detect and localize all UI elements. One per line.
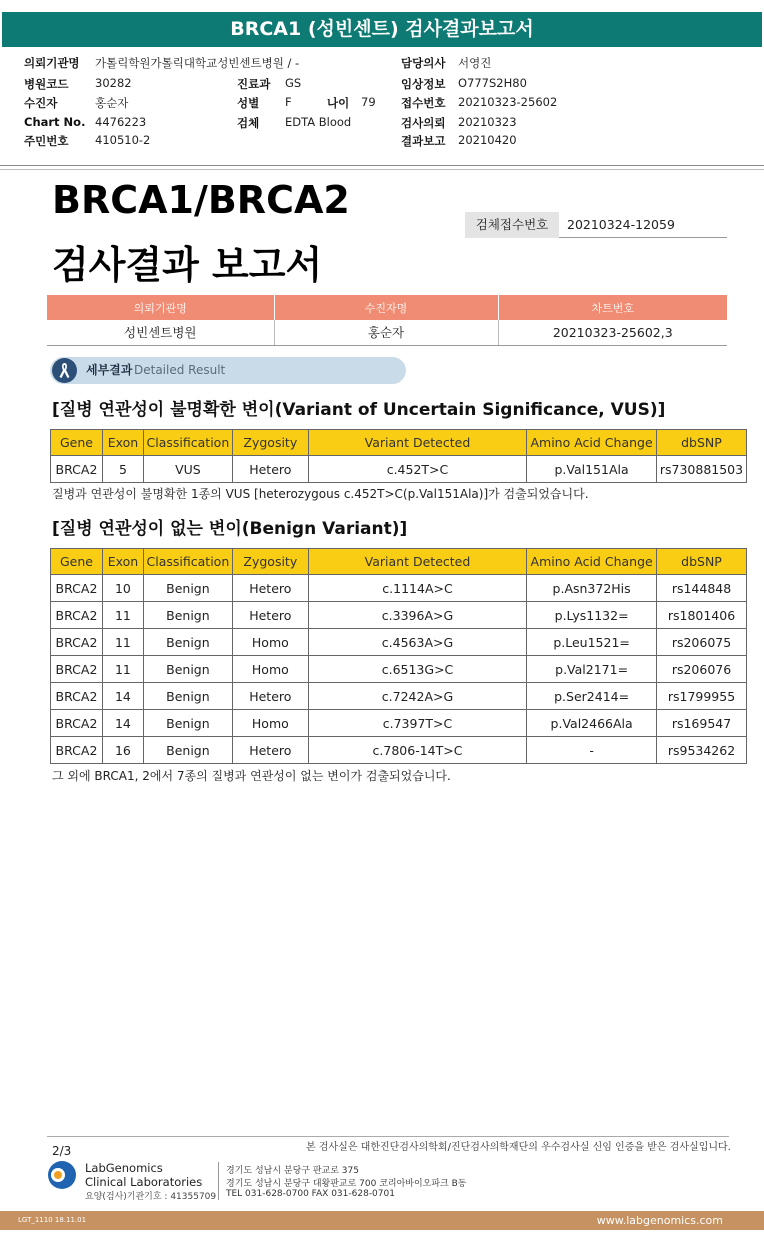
table-cell: BRCA2 bbox=[51, 737, 103, 764]
specimen-receipt bbox=[465, 212, 727, 238]
table-cell: rs730881503 bbox=[656, 456, 746, 483]
detailed-result-en: Detailed Result bbox=[134, 363, 226, 377]
table-cell: 11 bbox=[102, 656, 143, 683]
hospital-code-label: 병원코드 bbox=[24, 77, 69, 91]
phone-fax: TEL 031-628-0700 FAX 031-628-0701 bbox=[226, 1189, 395, 1199]
table-cell: 14 bbox=[102, 710, 143, 737]
department-label: 진료과 bbox=[237, 77, 271, 91]
table-cell: rs9534262 bbox=[657, 737, 747, 764]
table-cell: Benign bbox=[143, 602, 232, 629]
institution-code: 요양(검사)기관기호 : 41355709 bbox=[85, 1192, 217, 1202]
table-row bbox=[51, 656, 747, 683]
request-label: 검사의뢰 bbox=[401, 116, 446, 130]
benign-table bbox=[50, 548, 747, 764]
report-date-label: 결과보고 bbox=[401, 134, 446, 148]
table-cell: 16 bbox=[102, 737, 143, 764]
table-cell: rs1799955 bbox=[657, 683, 747, 710]
table-cell: BRCA2 bbox=[51, 629, 103, 656]
accreditation-note: 본 검사실은 대한진단검사의학회/진단검사의학재단의 우수검사실 신임 인증을 받은 검사실입니다. bbox=[306, 1142, 731, 1153]
table-cell: BRCA2 bbox=[51, 602, 103, 629]
table-cell: Hetero bbox=[232, 602, 308, 629]
table-cell: c.452T>C bbox=[308, 456, 526, 483]
table-cell: c.6513G>C bbox=[308, 656, 526, 683]
clinical-label: 임상정보 bbox=[401, 77, 446, 91]
column-header: Amino Acid Change bbox=[527, 430, 657, 456]
table-cell: rs144848 bbox=[657, 575, 747, 602]
age-label: 나이 bbox=[327, 96, 350, 110]
table-cell: BRCA2 bbox=[51, 456, 103, 483]
table-cell: p.Lys1132= bbox=[527, 602, 657, 629]
detailed-result-ko: 세부결과 bbox=[86, 363, 133, 377]
table-cell: c.7397T>C bbox=[308, 710, 526, 737]
column-header: Variant Detected bbox=[308, 549, 526, 575]
patient-summary-table bbox=[47, 295, 727, 346]
department-value: GS bbox=[285, 76, 302, 90]
vus-table bbox=[50, 429, 747, 483]
hospital-code-value: 30282 bbox=[95, 76, 132, 90]
request-value: 20210323 bbox=[458, 115, 517, 129]
column-header: dbSNP bbox=[656, 430, 746, 456]
benign-note: 그 외에 BRCA1, 2에서 7종의 질병과 연관성이 없는 변이가 검출되었습니다. bbox=[52, 769, 451, 783]
table-cell: p.Leu1521= bbox=[527, 629, 657, 656]
chart-label: Chart No. bbox=[24, 115, 86, 129]
column-header: Gene bbox=[51, 549, 103, 575]
clinical-value: O777S2H80 bbox=[458, 76, 527, 90]
report-date-value: 20210420 bbox=[458, 133, 517, 147]
specimen-label: 검체 bbox=[237, 116, 260, 130]
form-code: LGT_1110 18.11.01 bbox=[18, 1216, 87, 1224]
table-cell: 홍순자 bbox=[274, 320, 498, 345]
table-cell: p.Val2171= bbox=[527, 656, 657, 683]
divider bbox=[0, 169, 764, 170]
divider bbox=[47, 1136, 729, 1137]
table-cell: BRCA2 bbox=[51, 683, 103, 710]
address-line-2: 경기도 성남시 분당구 대왕판교로 700 코리아바이오파크 B동 bbox=[226, 1179, 467, 1189]
table-cell: VUS bbox=[143, 456, 232, 483]
institution-value: 가톨릭학원가톨릭대학교성빈센트병원 / - bbox=[95, 56, 300, 70]
table-row bbox=[51, 629, 747, 656]
table-cell: rs169547 bbox=[657, 710, 747, 737]
resident-label: 주민번호 bbox=[24, 134, 69, 148]
bottom-bar bbox=[0, 1211, 764, 1230]
page-number: 2/3 bbox=[52, 1144, 72, 1158]
table-cell: 10 bbox=[102, 575, 143, 602]
doctor-label: 담당의사 bbox=[401, 56, 446, 70]
report-title-bar: BRCA1 (성빈센트) 검사결과보고서 bbox=[2, 12, 762, 47]
column-header: Exon bbox=[102, 430, 143, 456]
column-header: Variant Detected bbox=[308, 430, 526, 456]
table-cell: c.4563A>G bbox=[308, 629, 526, 656]
table-cell: Hetero bbox=[232, 456, 308, 483]
table-cell: Homo bbox=[232, 710, 308, 737]
vus-heading: [질병 연관성이 불명확한 변이(Variant of Uncertain Significance, VUS)] bbox=[52, 400, 666, 420]
sex-label: 성별 bbox=[237, 96, 260, 110]
labgenomics-logo-icon bbox=[47, 1160, 77, 1190]
column-header: 의뢰기관명 bbox=[47, 295, 274, 320]
receipt-label: 접수번호 bbox=[401, 96, 446, 110]
benign-heading: [질병 연관성이 없는 변이(Benign Variant)] bbox=[52, 519, 408, 539]
table-cell: Hetero bbox=[232, 683, 308, 710]
table-cell: BRCA2 bbox=[51, 710, 103, 737]
table-cell: Benign bbox=[143, 656, 232, 683]
resident-value: 410510-2 bbox=[95, 133, 151, 147]
table-cell: rs206076 bbox=[657, 656, 747, 683]
table-row bbox=[51, 683, 747, 710]
company-subtitle: Clinical Laboratories bbox=[85, 1175, 203, 1189]
table-cell: Benign bbox=[143, 575, 232, 602]
table-cell: p.Val151Ala bbox=[527, 456, 657, 483]
table-cell: Benign bbox=[143, 710, 232, 737]
column-header: 차트번호 bbox=[498, 295, 727, 320]
patient-label: 수진자 bbox=[24, 96, 58, 110]
column-header: Classification bbox=[143, 549, 232, 575]
chart-value: 4476223 bbox=[95, 115, 147, 129]
specimen-receipt-label: 검체접수번호 bbox=[465, 212, 559, 238]
table-row bbox=[51, 710, 747, 737]
column-header: Gene bbox=[51, 430, 103, 456]
table-cell: c.7242A>G bbox=[308, 683, 526, 710]
company-name: LabGenomics bbox=[85, 1161, 163, 1175]
column-header: 수진자명 bbox=[274, 295, 498, 320]
website-link[interactable]: www.labgenomics.com bbox=[596, 1214, 723, 1227]
column-header: Amino Acid Change bbox=[527, 549, 657, 575]
sex-value: F bbox=[285, 95, 292, 109]
table-cell: p.Val2466Ala bbox=[527, 710, 657, 737]
table-cell: BRCA2 bbox=[51, 575, 103, 602]
specimen-receipt-value: 20210324-12059 bbox=[567, 217, 675, 232]
column-header: Exon bbox=[102, 549, 143, 575]
table-cell: 14 bbox=[102, 683, 143, 710]
patient-value: 홍순자 bbox=[95, 96, 129, 110]
table-cell: c.7806-14T>C bbox=[308, 737, 526, 764]
doctor-value: 서영진 bbox=[458, 56, 492, 70]
report-title-line2: 검사결과 보고서 bbox=[52, 243, 323, 287]
table-cell: 11 bbox=[102, 602, 143, 629]
column-header: dbSNP bbox=[657, 549, 747, 575]
table-cell: 5 bbox=[102, 456, 143, 483]
table-cell: c.1114A>C bbox=[308, 575, 526, 602]
divider bbox=[0, 165, 764, 166]
table-cell: Homo bbox=[232, 629, 308, 656]
table-cell: BRCA2 bbox=[51, 656, 103, 683]
table-cell: 성빈센트병원 bbox=[47, 320, 274, 345]
ribbon-icon bbox=[52, 358, 77, 383]
table-cell: c.3396A>G bbox=[308, 602, 526, 629]
report-title-line1: BRCA1/BRCA2 bbox=[52, 178, 350, 222]
address-line-1: 경기도 성남시 분당구 판교로 375 bbox=[226, 1166, 359, 1176]
table-cell: Homo bbox=[232, 656, 308, 683]
table-cell: p.Asn372His bbox=[527, 575, 657, 602]
column-header: Zygosity bbox=[232, 549, 308, 575]
detailed-result-banner bbox=[50, 357, 406, 384]
column-header: Zygosity bbox=[232, 430, 308, 456]
divider bbox=[218, 1162, 219, 1200]
age-value: 79 bbox=[361, 95, 376, 109]
table-cell: rs1801406 bbox=[657, 602, 747, 629]
table-cell: Benign bbox=[143, 737, 232, 764]
vus-note: 질병과 연관성이 불명확한 1종의 VUS [heterozygous c.452T>C(p.Val151Ala)]가 검출되었습니다. bbox=[52, 487, 589, 501]
table-cell: Benign bbox=[143, 629, 232, 656]
table-cell: Benign bbox=[143, 683, 232, 710]
table-row bbox=[51, 602, 747, 629]
specimen-value: EDTA Blood bbox=[285, 115, 352, 129]
table-cell: 11 bbox=[102, 629, 143, 656]
column-header: Classification bbox=[143, 430, 232, 456]
table-cell: - bbox=[527, 737, 657, 764]
patient-info-block bbox=[0, 50, 764, 160]
table-row bbox=[51, 737, 747, 764]
table-cell: rs206075 bbox=[657, 629, 747, 656]
receipt-value: 20210323-25602 bbox=[458, 95, 558, 109]
table-cell: 20210323-25602,3 bbox=[498, 320, 727, 345]
table-cell: Hetero bbox=[232, 575, 308, 602]
table-cell: Hetero bbox=[232, 737, 308, 764]
table-row bbox=[51, 575, 747, 602]
institution-label: 의뢰기관명 bbox=[24, 56, 80, 70]
table-row bbox=[51, 456, 747, 483]
table-cell: p.Ser2414= bbox=[527, 683, 657, 710]
